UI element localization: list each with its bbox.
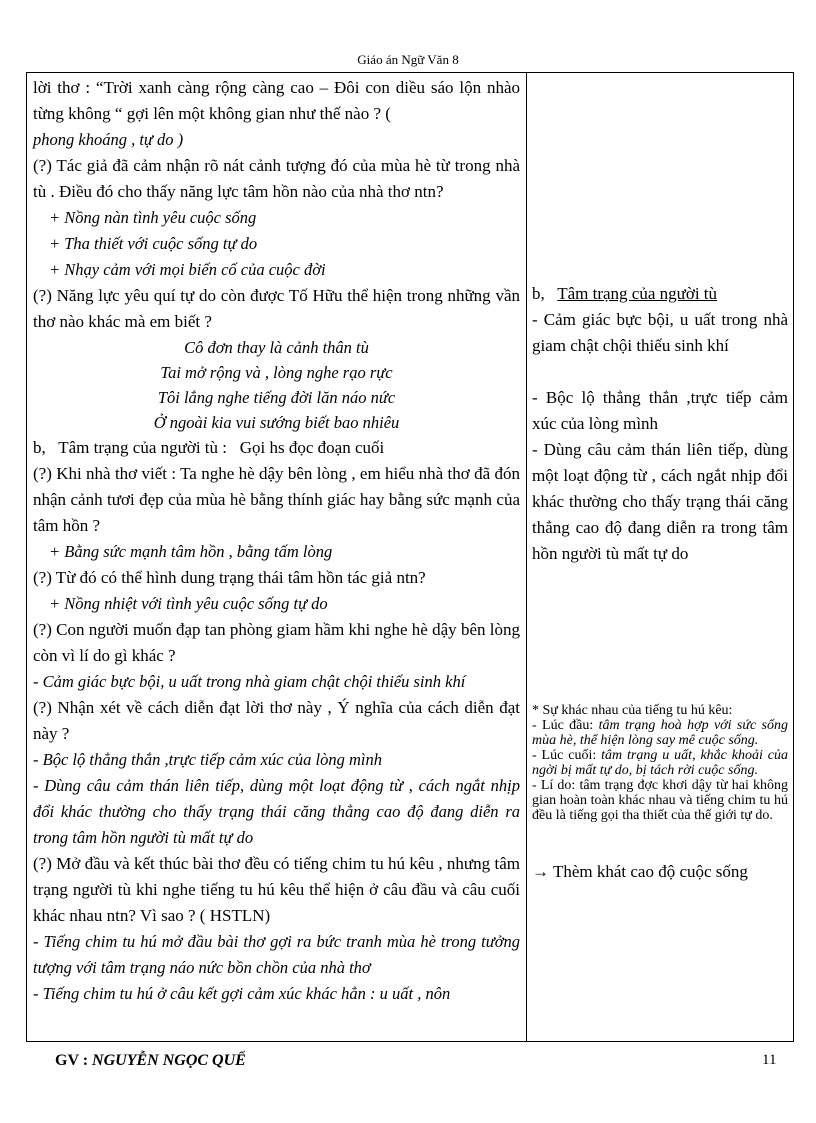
section-b-prefix: b,: [33, 438, 46, 457]
answer-7a: - Bộc lộ thẳng thắn ,trực tiếp cảm xúc của lòng mình: [33, 750, 383, 769]
page-header: Giáo án Ngữ Văn 8: [357, 52, 459, 67]
answer-2-item: + Tha thiết với cuộc sống tự do: [49, 234, 258, 253]
spacer: [532, 823, 788, 859]
answer-6: - Cảm giác bực bội, u uất trong nhà giam chật chội thiếu sinh khí: [33, 672, 466, 691]
right-point-2: - Bộc lộ thẳng thắn ,trực tiếp cảm xúc của lòng mình: [532, 388, 788, 433]
answer-4: + Bằng sức mạnh tâm hồn , bằng tấm lòng: [49, 542, 333, 561]
right-section-b-heading: [532, 281, 788, 307]
summary-item-3: - Lí do: tâm trạng đợc khơi dậy từ hai không gian hoàn toàn khác nhau và tiếng chim tu hú đều là tiếng gọi tha thiết của thế giới tự do.: [532, 778, 788, 823]
poem-line: Cô đơn thay là cảnh thân tù: [184, 338, 369, 357]
question-7: (?) Nhận xét về cách diễn đạt lời thơ này , Ý nghĩa của cách diễn đạt này ?: [33, 698, 520, 743]
spacer: [532, 73, 788, 281]
spacer: [532, 567, 788, 703]
footer-teacher: [55, 1052, 246, 1070]
question-3: (?) Năng lực yêu quí tự do còn được Tố Hữu thể hiện trong những vần thơ nào khác mà em biết ?: [33, 286, 520, 331]
teacher-name: NGUYỄN NGỌC QUẾ: [92, 1052, 246, 1069]
summary-item-1-label: - Lúc đầu:: [532, 718, 594, 733]
arrow-icon: →: [532, 862, 549, 881]
summary-item-1: [532, 718, 788, 748]
conclusion: [532, 859, 788, 885]
right-column: [527, 73, 794, 1042]
lesson-table: [26, 72, 794, 1042]
summary-item-1-text: tâm trạng hoà hợp với sức sống mùa hè, thể hiện lòng say mê cuộc sống.: [532, 718, 789, 748]
question-8: (?) Mở đầu và kết thúc bài thơ đều có tiếng chim tu hú kêu , nhưng tâm trạng người tù khi nghe tiếng tu hú kêu thể hiện ở câu đầu và câu cuối khác nhau ntn? Vì sao ? ( HSTLN): [33, 854, 520, 925]
intro-answer: phong khoáng , tự do ): [33, 130, 184, 149]
right-b-title: Tâm trạng của người tù: [557, 284, 718, 303]
page-number: 11: [762, 1052, 777, 1068]
question-5: (?) Từ đó có thể hình dung trạng thái tâm hồn tác giả ntn?: [33, 568, 426, 587]
spacer: [532, 359, 788, 385]
right-point-1: - Cảm giác bực bội, u uất trong nhà giam chật chội thiếu sinh khí: [532, 310, 788, 355]
right-b-prefix: b,: [532, 284, 545, 303]
answer-7b: - Dùng câu cảm thán liên tiếp, dùng một loạt động từ , cách ngắt nhịp đổi khác thường cho thấy trạng thái căng thẳng cao độ đang diễn ra trong tâm hồn người tù mất tự do: [33, 776, 520, 847]
section-b-heading: [33, 435, 520, 461]
intro-paragraph: lời thơ : “Trời xanh càng rộng càng cao – Đôi con diều sáo lộn nhào từng không “ gợi lên một không gian như thế nào ? (: [33, 78, 520, 123]
answer-2-item: + Nồng nàn tình yêu cuộc sống: [49, 208, 257, 227]
question-6: (?) Con người muốn đạp tan phòng giam hầm khi nghe hè dậy bên lòng còn vì lí do gì khác ?: [33, 620, 520, 665]
poem-line: Ở ngoài kia vui sướng biết bao nhiêu: [153, 413, 400, 432]
summary-item-2: [532, 748, 788, 778]
footer-gv-label: GV :: [55, 1052, 89, 1069]
summary-title: * Sự khác nhau của tiếng tu hú kêu:: [532, 703, 733, 718]
section-b-note: Gọi hs đọc đoạn cuối: [239, 438, 385, 457]
poem-line: Tai mở rộng và , lòng nghe rạo rực: [160, 363, 393, 382]
question-2: (?) Tác giả đã cảm nhận rõ nát cảnh tượng đó của mùa hè từ trong nhà tù . Điều đó cho thấy năng lực tâm hồn nào của nhà thơ ntn?: [33, 156, 520, 201]
section-b-title: Tâm trạng của người tù :: [58, 438, 227, 457]
summary-item-2-label: - Lúc cuối:: [532, 748, 597, 763]
summary-item-2-text: tâm trạng u uất, khắc khoải của ngời bị mất tự do, bị tách rời cuộc sống.: [532, 748, 789, 778]
answer-5: + Nồng nhiệt với tình yêu cuộc sống tự do: [49, 594, 328, 613]
answer-2-item: + Nhạy cảm với mọi biến cố của cuộc đời: [49, 260, 326, 279]
poem-line: Tôi lắng nghe tiếng đời lăn náo nức: [157, 388, 396, 407]
left-column: [27, 73, 527, 1042]
conclusion-text: Thèm khát cao độ cuộc sống: [552, 862, 748, 881]
question-4: (?) Khi nhà thơ viết : Ta nghe hè dậy bên lòng , em hiểu nhà thơ đã đón nhận cảnh tươi đẹp của mùa hè bằng thính giác hay bằng sức mạnh của tâm hồn ?: [33, 464, 520, 535]
answer-8a: - Tiếng chim tu hú mở đầu bài thơ gợi ra bức tranh mùa hè trong tưởng tượng với tâm trạng náo nức bồn chồn của nhà thơ: [33, 932, 520, 977]
right-point-3: - Dùng câu cảm thán liên tiếp, dùng một loạt động từ , cách ngắt nhịp đổi khác thường cho thấy trạng thái căng thẳng cao độ đang diễn ra trong tâm hồn người tù mất tự do: [532, 440, 788, 563]
answer-8b: - Tiếng chim tu hú ở câu kết gợi cảm xúc khác hẳn : u uất , nôn: [33, 984, 451, 1003]
